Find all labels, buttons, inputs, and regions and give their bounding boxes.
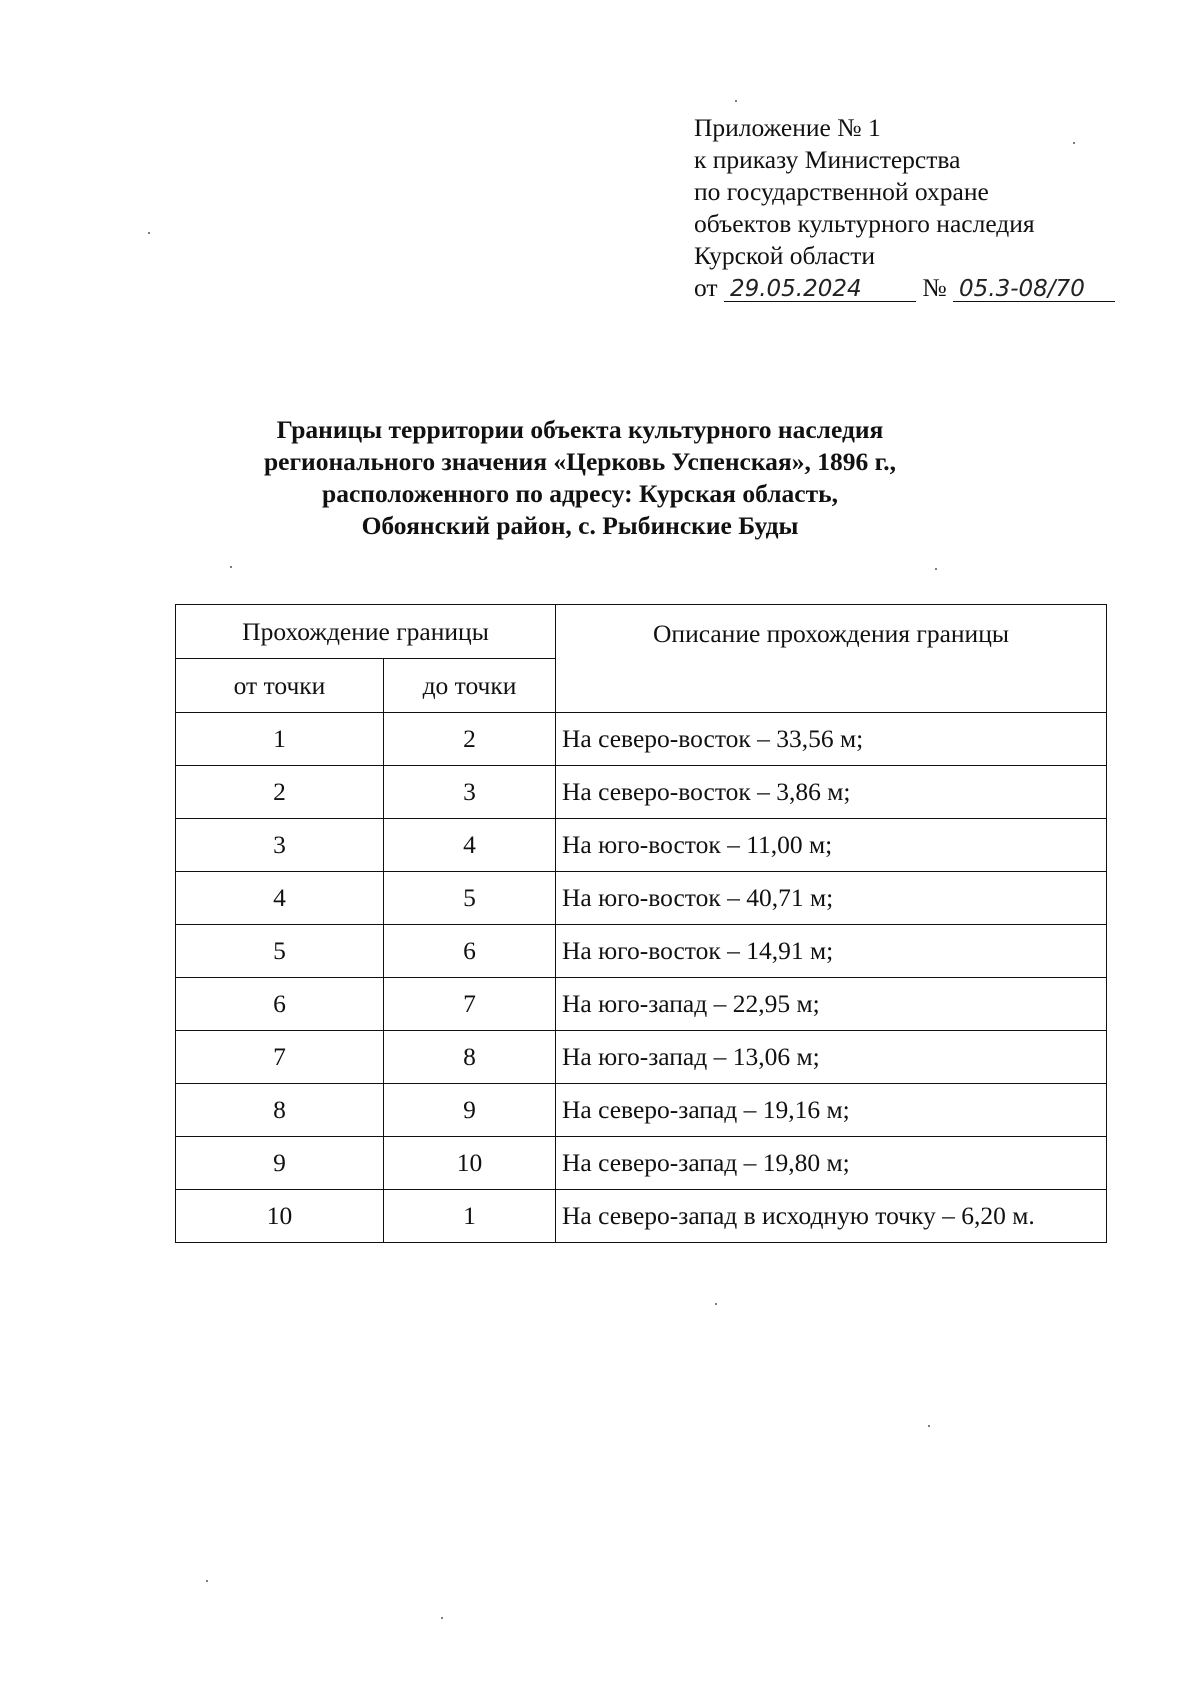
title-line: Границы территории объекта культурного наследия <box>276 415 884 444</box>
number-prefix: № <box>922 273 947 302</box>
title-line: Обоянский район, с. Рыбинские Буды <box>361 511 799 540</box>
to-point-cell: 1 <box>384 1190 556 1243</box>
from-point-cell: 9 <box>176 1137 384 1190</box>
table-row <box>176 1137 1107 1190</box>
boundary-table <box>175 604 1107 1243</box>
scan-speck <box>715 1303 717 1305</box>
header-description-cell: Описание прохождения границы <box>556 605 1107 713</box>
scan-speck <box>148 232 150 234</box>
appendix-block <box>694 112 1115 304</box>
handwritten-number: 05.3-08/70 <box>953 277 1115 302</box>
from-point-cell: 1 <box>176 713 384 766</box>
to-point-cell: 8 <box>384 1031 556 1084</box>
from-point-cell: 8 <box>176 1084 384 1137</box>
title-line: расположенного по адресу: Курская область, <box>322 479 838 508</box>
scan-speck <box>928 1425 930 1427</box>
document-title <box>170 414 990 542</box>
description-cell: На северо-запад – 19,80 м; <box>556 1137 1107 1190</box>
table-row <box>176 1190 1107 1243</box>
table-row <box>176 978 1107 1031</box>
description-cell: На северо-восток – 33,56 м; <box>556 713 1107 766</box>
header-from-cell: от точки <box>176 659 384 713</box>
to-point-cell: 6 <box>384 925 556 978</box>
description-cell: На юго-запад – 13,06 м; <box>556 1031 1107 1084</box>
appendix-line: Курской области <box>694 241 876 270</box>
to-point-cell: 4 <box>384 819 556 872</box>
table-row <box>176 1031 1107 1084</box>
table-row <box>176 766 1107 819</box>
from-point-cell: 3 <box>176 819 384 872</box>
header-group-cell: Прохождение границы <box>176 605 556 659</box>
description-cell: На юго-восток – 14,91 м; <box>556 925 1107 978</box>
to-point-cell: 3 <box>384 766 556 819</box>
description-cell: На юго-запад – 22,95 м; <box>556 978 1107 1031</box>
table-row <box>176 713 1107 766</box>
table-row <box>176 819 1107 872</box>
date-prefix: от <box>694 273 718 302</box>
from-point-cell: 5 <box>176 925 384 978</box>
handwritten-date: 29.05.2024 <box>724 277 916 302</box>
table-row <box>176 1084 1107 1137</box>
to-point-cell: 2 <box>384 713 556 766</box>
from-point-cell: 10 <box>176 1190 384 1243</box>
to-point-cell: 7 <box>384 978 556 1031</box>
scan-speck <box>206 1580 208 1582</box>
description-cell: На северо-запад – 19,16 м; <box>556 1084 1107 1137</box>
table-row <box>176 925 1107 978</box>
from-point-cell: 7 <box>176 1031 384 1084</box>
description-cell: На северо-восток – 3,86 м; <box>556 766 1107 819</box>
title-line: регионального значения «Церковь Успенская», 1896 г., <box>263 447 897 476</box>
header-to-cell: до точки <box>384 659 556 713</box>
scan-speck <box>1073 142 1075 144</box>
appendix-line: Приложение № 1 <box>694 113 881 142</box>
scan-speck <box>441 1617 443 1619</box>
to-point-cell: 10 <box>384 1137 556 1190</box>
from-point-cell: 4 <box>176 872 384 925</box>
appendix-date-number-line <box>694 272 1115 304</box>
scan-speck <box>735 100 737 102</box>
appendix-line: к приказу Министерства <box>694 145 961 174</box>
description-cell: На юго-восток – 40,71 м; <box>556 872 1107 925</box>
table-row <box>176 872 1107 925</box>
description-cell: На юго-восток – 11,00 м; <box>556 819 1107 872</box>
to-point-cell: 5 <box>384 872 556 925</box>
to-point-cell: 9 <box>384 1084 556 1137</box>
from-point-cell: 2 <box>176 766 384 819</box>
scan-speck <box>230 566 232 568</box>
description-cell: На северо-запад в исходную точку – 6,20 м. <box>556 1190 1107 1243</box>
table-header-row <box>176 605 1107 659</box>
appendix-line: объектов культурного наследия <box>694 209 1035 238</box>
appendix-line: по государственной охране <box>694 177 989 206</box>
from-point-cell: 6 <box>176 978 384 1031</box>
scan-speck <box>935 568 937 570</box>
